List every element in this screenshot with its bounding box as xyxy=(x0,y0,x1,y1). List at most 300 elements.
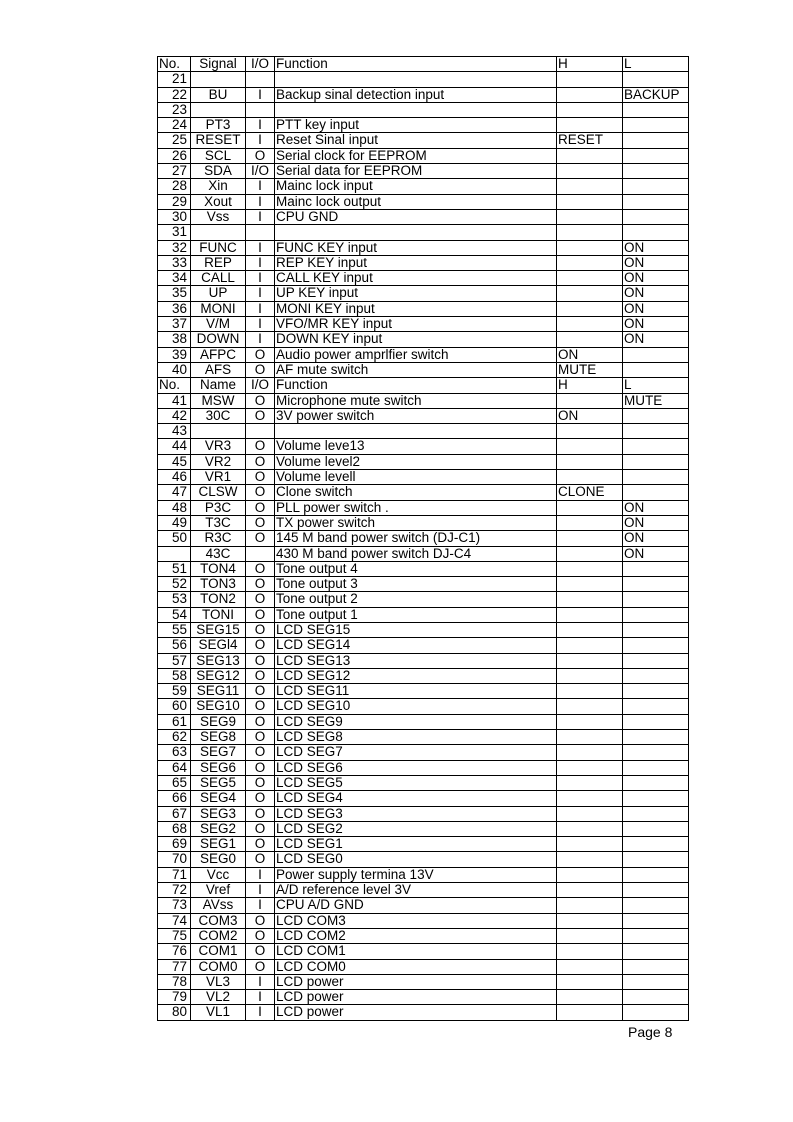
io-cell: I xyxy=(246,133,275,148)
table-row xyxy=(158,454,689,469)
low-state-cell xyxy=(623,653,689,668)
high-state-cell xyxy=(557,271,623,286)
signal-cell: 30C xyxy=(191,408,246,423)
pin-number-cell: 63 xyxy=(158,745,191,760)
low-state-cell: ON xyxy=(623,332,689,347)
io-cell: I xyxy=(246,883,275,898)
table-row xyxy=(158,72,689,87)
function-cell: Volume level2 xyxy=(275,454,557,469)
header-high-state-cell: H xyxy=(557,57,623,72)
function-cell xyxy=(275,102,557,117)
pin-number-cell: 75 xyxy=(158,928,191,943)
high-state-cell xyxy=(557,837,623,852)
signal-cell: REP xyxy=(191,255,246,270)
table-row xyxy=(158,424,689,439)
table-header-row xyxy=(158,57,689,72)
low-state-cell xyxy=(623,72,689,87)
function-cell: Tone output 2 xyxy=(275,592,557,607)
io-cell xyxy=(246,546,275,561)
io-cell: O xyxy=(246,699,275,714)
io-cell: I xyxy=(246,255,275,270)
high-state-cell xyxy=(557,821,623,836)
high-state-cell xyxy=(557,622,623,637)
pin-number-cell: 44 xyxy=(158,439,191,454)
table-row xyxy=(158,470,689,485)
low-state-cell xyxy=(623,684,689,699)
low-state-cell: ON xyxy=(623,546,689,561)
io-cell: O xyxy=(246,347,275,362)
table-row xyxy=(158,408,689,423)
high-state-cell: RESET xyxy=(557,133,623,148)
high-state-cell xyxy=(557,577,623,592)
pin-number-cell: 79 xyxy=(158,990,191,1005)
pin-number-cell: 80 xyxy=(158,1005,191,1020)
table-row xyxy=(158,730,689,745)
signal-cell: AVss xyxy=(191,898,246,913)
pin-number-cell: 59 xyxy=(158,684,191,699)
signal-cell: Xin xyxy=(191,179,246,194)
header-high-state-cell: H xyxy=(557,378,623,393)
high-state-cell xyxy=(557,454,623,469)
function-cell: LCD SEG11 xyxy=(275,684,557,699)
high-state-cell xyxy=(557,1005,623,1020)
io-cell: O xyxy=(246,913,275,928)
io-cell: O xyxy=(246,607,275,622)
function-cell: AF mute switch xyxy=(275,362,557,377)
io-cell: O xyxy=(246,668,275,683)
io-cell: O xyxy=(246,653,275,668)
function-cell: Backup sinal detection input xyxy=(275,87,557,102)
function-cell: Volume leve13 xyxy=(275,439,557,454)
table-row xyxy=(158,745,689,760)
low-state-cell xyxy=(623,102,689,117)
low-state-cell: ON xyxy=(623,301,689,316)
table-row xyxy=(158,760,689,775)
header-signal-cell: Signal xyxy=(191,57,246,72)
function-cell xyxy=(275,72,557,87)
low-state-cell xyxy=(623,913,689,928)
high-state-cell xyxy=(557,102,623,117)
low-state-cell xyxy=(623,974,689,989)
high-state-cell xyxy=(557,944,623,959)
pin-number-cell: 41 xyxy=(158,393,191,408)
table-row xyxy=(158,209,689,224)
low-state-cell xyxy=(623,638,689,653)
function-cell: PTT key input xyxy=(275,118,557,133)
signal-cell: MONI xyxy=(191,301,246,316)
pin-number-cell: 67 xyxy=(158,806,191,821)
signal-cell: COM0 xyxy=(191,959,246,974)
pin-number-cell: 40 xyxy=(158,362,191,377)
function-cell: LCD SEG10 xyxy=(275,699,557,714)
header-function-cell: Function xyxy=(275,57,557,72)
io-cell xyxy=(246,424,275,439)
header-pin-number-cell: No. xyxy=(158,378,191,393)
high-state-cell xyxy=(557,760,623,775)
signal-cell: COM2 xyxy=(191,928,246,943)
low-state-cell xyxy=(623,745,689,760)
signal-cell: 43C xyxy=(191,546,246,561)
header-io-cell: I/O xyxy=(246,378,275,393)
io-cell xyxy=(246,72,275,87)
io-cell: I xyxy=(246,87,275,102)
high-state-cell: MUTE xyxy=(557,362,623,377)
header-function-cell: Function xyxy=(275,378,557,393)
signal-cell xyxy=(191,424,246,439)
io-cell: I xyxy=(246,301,275,316)
signal-cell: SEG15 xyxy=(191,622,246,637)
low-state-cell: ON xyxy=(623,515,689,530)
table-row xyxy=(158,990,689,1005)
table-row xyxy=(158,928,689,943)
function-cell: TX power switch xyxy=(275,515,557,530)
pin-number-cell: 35 xyxy=(158,286,191,301)
high-state-cell xyxy=(557,317,623,332)
pin-number-cell: 21 xyxy=(158,72,191,87)
high-state-cell xyxy=(557,332,623,347)
io-cell: O xyxy=(246,944,275,959)
io-cell: O xyxy=(246,561,275,576)
pin-number-cell: 39 xyxy=(158,347,191,362)
pin-number-cell: 34 xyxy=(158,271,191,286)
pin-function-table xyxy=(157,56,689,1021)
signal-cell: TONI xyxy=(191,607,246,622)
signal-cell: SEG4 xyxy=(191,791,246,806)
io-cell: O xyxy=(246,362,275,377)
pin-number-cell: 69 xyxy=(158,837,191,852)
signal-cell: SEG10 xyxy=(191,699,246,714)
signal-cell: COM3 xyxy=(191,913,246,928)
io-cell: O xyxy=(246,531,275,546)
table-header-row xyxy=(158,378,689,393)
io-cell: I xyxy=(246,240,275,255)
function-cell: Reset Sinal input xyxy=(275,133,557,148)
low-state-cell xyxy=(623,883,689,898)
signal-cell: DOWN xyxy=(191,332,246,347)
function-cell: LCD COM1 xyxy=(275,944,557,959)
function-cell: Microphone mute switch xyxy=(275,393,557,408)
pin-number-cell: 66 xyxy=(158,791,191,806)
table-row xyxy=(158,439,689,454)
table-row xyxy=(158,852,689,867)
function-cell: Serial data for EEPROM xyxy=(275,164,557,179)
pin-number-cell: 23 xyxy=(158,102,191,117)
signal-cell: Xout xyxy=(191,194,246,209)
table-row xyxy=(158,898,689,913)
high-state-cell xyxy=(557,240,623,255)
table-row xyxy=(158,87,689,102)
low-state-cell xyxy=(623,852,689,867)
low-state-cell xyxy=(623,806,689,821)
low-state-cell xyxy=(623,408,689,423)
signal-cell: SEG9 xyxy=(191,714,246,729)
function-cell: VFO/MR KEY input xyxy=(275,317,557,332)
io-cell: O xyxy=(246,730,275,745)
high-state-cell xyxy=(557,194,623,209)
table-row xyxy=(158,194,689,209)
table-row xyxy=(158,959,689,974)
pin-number-cell: 65 xyxy=(158,775,191,790)
table-row xyxy=(158,638,689,653)
function-cell: 430 M band power switch DJ-C4 xyxy=(275,546,557,561)
function-cell: LCD SEG14 xyxy=(275,638,557,653)
function-cell: CPU GND xyxy=(275,209,557,224)
table-row xyxy=(158,821,689,836)
pin-number-cell: 37 xyxy=(158,317,191,332)
table-row xyxy=(158,102,689,117)
io-cell: O xyxy=(246,148,275,163)
io-cell: O xyxy=(246,500,275,515)
signal-cell: BU xyxy=(191,87,246,102)
low-state-cell: BACKUP xyxy=(623,87,689,102)
table-row xyxy=(158,148,689,163)
table-row xyxy=(158,775,689,790)
signal-cell: SEG8 xyxy=(191,730,246,745)
high-state-cell xyxy=(557,393,623,408)
low-state-cell xyxy=(623,561,689,576)
header-low-state-cell: L xyxy=(623,57,689,72)
io-cell xyxy=(246,102,275,117)
function-cell: 3V power switch xyxy=(275,408,557,423)
table-row xyxy=(158,607,689,622)
low-state-cell xyxy=(623,225,689,240)
pin-number-cell: 78 xyxy=(158,974,191,989)
function-cell: LCD power xyxy=(275,1005,557,1020)
io-cell: O xyxy=(246,439,275,454)
low-state-cell xyxy=(623,699,689,714)
low-state-cell xyxy=(623,622,689,637)
table-row xyxy=(158,179,689,194)
pin-number-cell: 77 xyxy=(158,959,191,974)
signal-cell: PT3 xyxy=(191,118,246,133)
pin-number-cell: 62 xyxy=(158,730,191,745)
pin-number-cell: 47 xyxy=(158,485,191,500)
signal-cell: SEG5 xyxy=(191,775,246,790)
table-row xyxy=(158,974,689,989)
pin-number-cell: 76 xyxy=(158,944,191,959)
pin-number-cell: 55 xyxy=(158,622,191,637)
io-cell: O xyxy=(246,622,275,637)
table-row xyxy=(158,699,689,714)
signal-cell: SCL xyxy=(191,148,246,163)
high-state-cell xyxy=(557,470,623,485)
high-state-cell xyxy=(557,684,623,699)
table-row xyxy=(158,225,689,240)
function-cell: LCD SEG12 xyxy=(275,668,557,683)
signal-cell: CLSW xyxy=(191,485,246,500)
pin-number-cell: 64 xyxy=(158,760,191,775)
io-cell: I xyxy=(246,867,275,882)
signal-cell: VR1 xyxy=(191,470,246,485)
io-cell xyxy=(246,225,275,240)
low-state-cell xyxy=(623,148,689,163)
pin-number-cell: 28 xyxy=(158,179,191,194)
signal-cell: TON4 xyxy=(191,561,246,576)
low-state-cell xyxy=(623,577,689,592)
high-state-cell xyxy=(557,546,623,561)
signal-cell: CALL xyxy=(191,271,246,286)
io-cell: I xyxy=(246,194,275,209)
table-row xyxy=(158,653,689,668)
high-state-cell xyxy=(557,699,623,714)
low-state-cell xyxy=(623,439,689,454)
low-state-cell xyxy=(623,424,689,439)
signal-cell: V/M xyxy=(191,317,246,332)
pin-number-cell: 45 xyxy=(158,454,191,469)
function-cell: Mainc lock output xyxy=(275,194,557,209)
function-cell: LCD SEG9 xyxy=(275,714,557,729)
io-cell: O xyxy=(246,959,275,974)
high-state-cell xyxy=(557,561,623,576)
function-cell: LCD SEG1 xyxy=(275,837,557,852)
io-cell: I xyxy=(246,317,275,332)
io-cell: O xyxy=(246,485,275,500)
low-state-cell xyxy=(623,791,689,806)
function-cell: Serial clock for EEPROM xyxy=(275,148,557,163)
high-state-cell xyxy=(557,883,623,898)
low-state-cell xyxy=(623,959,689,974)
table-row xyxy=(158,332,689,347)
table-row xyxy=(158,577,689,592)
table-row xyxy=(158,837,689,852)
pin-number-cell: 26 xyxy=(158,148,191,163)
function-cell: Power supply termina 13V xyxy=(275,867,557,882)
signal-cell: AFS xyxy=(191,362,246,377)
pin-number-cell: 48 xyxy=(158,500,191,515)
pin-number-cell: 33 xyxy=(158,255,191,270)
function-cell: Tone output 4 xyxy=(275,561,557,576)
table-row xyxy=(158,500,689,515)
high-state-cell xyxy=(557,255,623,270)
pin-number-cell: 27 xyxy=(158,164,191,179)
low-state-cell xyxy=(623,454,689,469)
high-state-cell xyxy=(557,852,623,867)
table-row xyxy=(158,301,689,316)
io-cell: O xyxy=(246,638,275,653)
function-cell: REP KEY input xyxy=(275,255,557,270)
low-state-cell xyxy=(623,990,689,1005)
pin-number-cell: 68 xyxy=(158,821,191,836)
table-row xyxy=(158,240,689,255)
table-row xyxy=(158,164,689,179)
table-row xyxy=(158,913,689,928)
signal-cell: RESET xyxy=(191,133,246,148)
table-row xyxy=(158,531,689,546)
low-state-cell: ON xyxy=(623,255,689,270)
table-row xyxy=(158,622,689,637)
table-row xyxy=(158,255,689,270)
high-state-cell xyxy=(557,775,623,790)
pin-number-cell: 50 xyxy=(158,531,191,546)
pin-number-cell: 30 xyxy=(158,209,191,224)
function-cell xyxy=(275,225,557,240)
function-cell: Tone output 3 xyxy=(275,577,557,592)
pin-number-cell: 31 xyxy=(158,225,191,240)
signal-cell: MSW xyxy=(191,393,246,408)
function-cell: LCD SEG0 xyxy=(275,852,557,867)
low-state-cell xyxy=(623,837,689,852)
function-cell: A/D reference level 3V xyxy=(275,883,557,898)
high-state-cell xyxy=(557,72,623,87)
pin-number-cell: 22 xyxy=(158,87,191,102)
io-cell: O xyxy=(246,592,275,607)
low-state-cell xyxy=(623,760,689,775)
low-state-cell xyxy=(623,607,689,622)
function-cell: LCD SEG6 xyxy=(275,760,557,775)
low-state-cell xyxy=(623,209,689,224)
low-state-cell xyxy=(623,928,689,943)
function-cell: 145 M band power switch (DJ-C1) xyxy=(275,531,557,546)
low-state-cell xyxy=(623,730,689,745)
function-cell: CPU A/D GND xyxy=(275,898,557,913)
low-state-cell xyxy=(623,592,689,607)
io-cell: O xyxy=(246,408,275,423)
function-cell: Tone output 1 xyxy=(275,607,557,622)
header-low-state-cell: L xyxy=(623,378,689,393)
signal-cell: P3C xyxy=(191,500,246,515)
table-row xyxy=(158,867,689,882)
signal-cell: T3C xyxy=(191,515,246,530)
high-state-cell xyxy=(557,806,623,821)
table-row xyxy=(158,944,689,959)
pin-number-cell: 24 xyxy=(158,118,191,133)
page-number: Page 8 xyxy=(628,1024,673,1040)
function-cell: CALL KEY input xyxy=(275,271,557,286)
function-cell: LCD COM3 xyxy=(275,913,557,928)
high-state-cell xyxy=(557,164,623,179)
function-cell: LCD SEG8 xyxy=(275,730,557,745)
high-state-cell xyxy=(557,791,623,806)
io-cell: O xyxy=(246,454,275,469)
high-state-cell xyxy=(557,668,623,683)
function-cell: LCD SEG7 xyxy=(275,745,557,760)
signal-cell: R3C xyxy=(191,531,246,546)
pin-number-cell: 58 xyxy=(158,668,191,683)
pin-number-cell: 53 xyxy=(158,592,191,607)
io-cell: O xyxy=(246,745,275,760)
low-state-cell: ON xyxy=(623,531,689,546)
high-state-cell: CLONE xyxy=(557,485,623,500)
low-state-cell xyxy=(623,821,689,836)
pin-number-cell: 32 xyxy=(158,240,191,255)
pin-number-cell: 25 xyxy=(158,133,191,148)
io-cell: O xyxy=(246,393,275,408)
signal-cell xyxy=(191,102,246,117)
pin-number-cell: 49 xyxy=(158,515,191,530)
pin-table-body xyxy=(158,57,689,1021)
signal-cell xyxy=(191,72,246,87)
pin-number-cell: 57 xyxy=(158,653,191,668)
low-state-cell xyxy=(623,714,689,729)
high-state-cell xyxy=(557,974,623,989)
function-cell: LCD SEG13 xyxy=(275,653,557,668)
table-row xyxy=(158,393,689,408)
high-state-cell xyxy=(557,898,623,913)
low-state-cell xyxy=(623,118,689,133)
high-state-cell xyxy=(557,424,623,439)
table-row xyxy=(158,317,689,332)
io-cell: O xyxy=(246,821,275,836)
signal-cell: SEG12 xyxy=(191,668,246,683)
high-state-cell xyxy=(557,959,623,974)
io-cell: I xyxy=(246,974,275,989)
low-state-cell xyxy=(623,179,689,194)
signal-cell: SEG2 xyxy=(191,821,246,836)
low-state-cell xyxy=(623,133,689,148)
table-row xyxy=(158,592,689,607)
function-cell: LCD SEG5 xyxy=(275,775,557,790)
low-state-cell xyxy=(623,164,689,179)
